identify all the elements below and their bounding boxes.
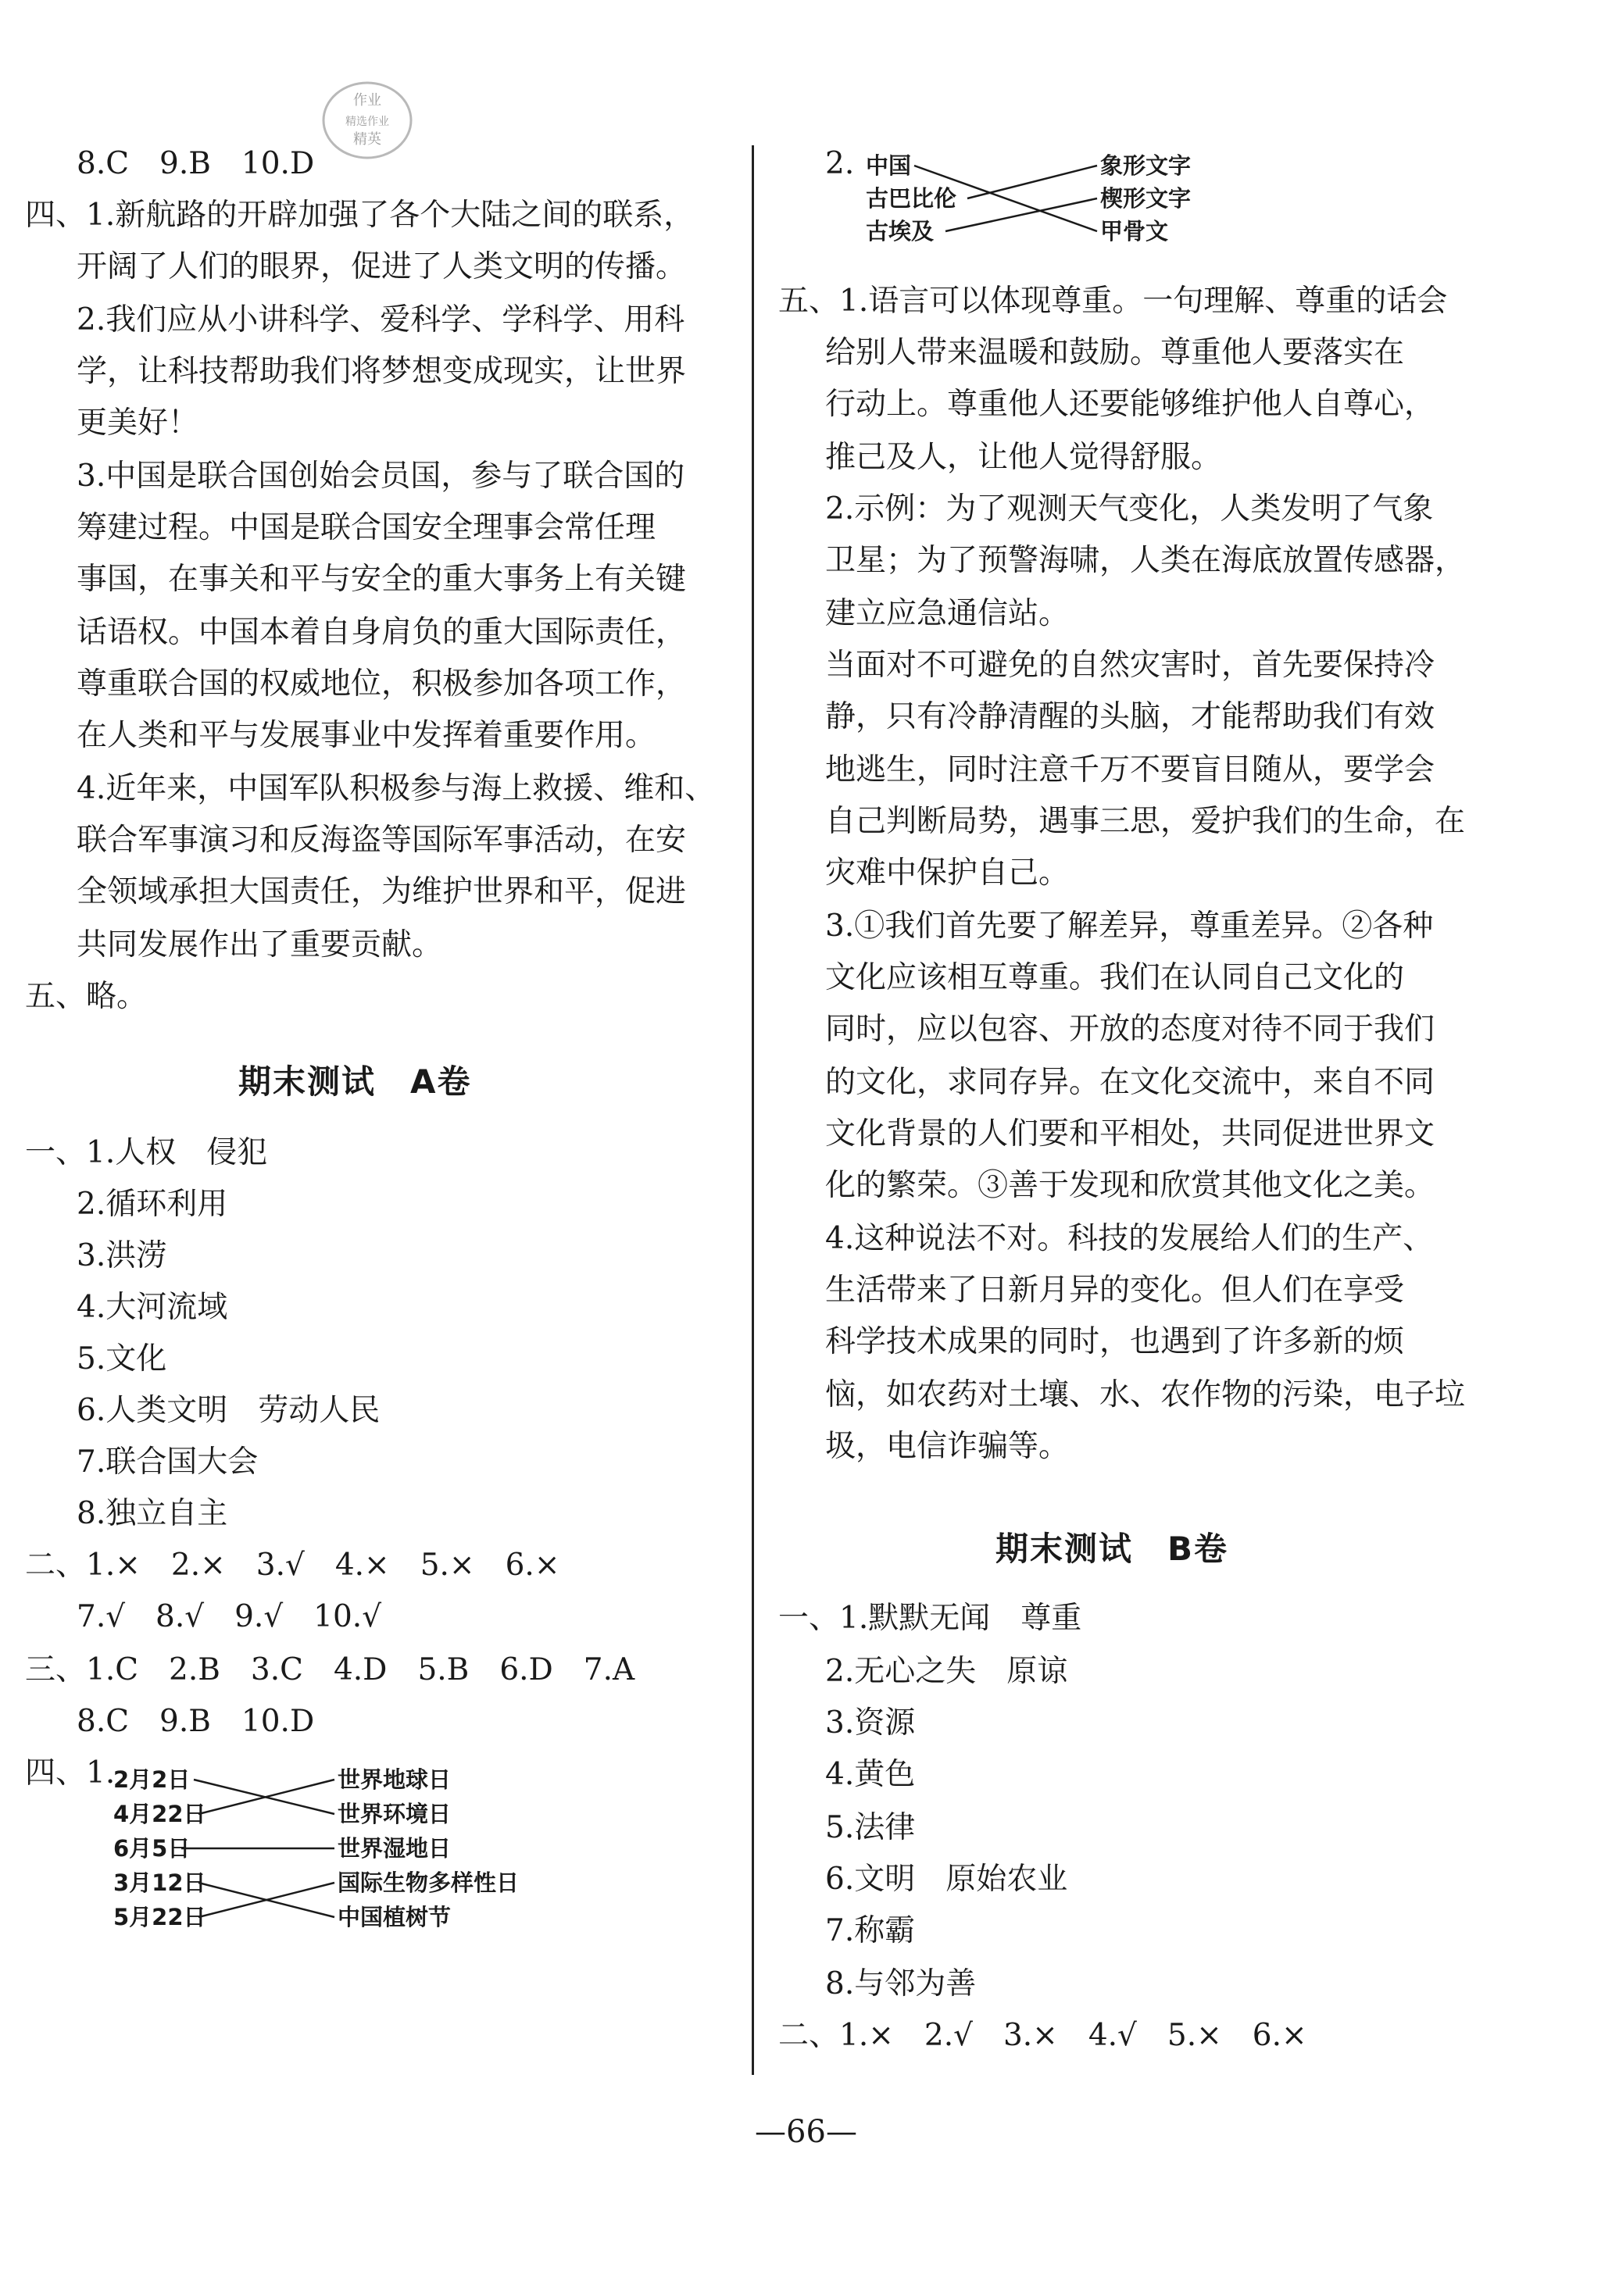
right-text-line: 生活带来了日新月异的变化。但人们在享受: [825, 1273, 1405, 1308]
right-text-line: 一、1.默默无闻 尊重: [778, 1601, 1082, 1636]
left-text-line: 尊重联合国的权威地位，积极参加各项工作，: [77, 666, 687, 702]
left-text-line: 学，让科技帮助我们将梦想变成现实，让世界: [77, 354, 687, 389]
left-text-line: 5.文化: [77, 1341, 167, 1377]
right-text-line: 地逃生，同时注意千万不要盲目随从，要学会: [825, 752, 1435, 787]
right-text-line: 自己判断局势，遇事三思，爱护我们的生命，在: [825, 804, 1466, 839]
right-text-line: 五、1.语言可以体现尊重。一句理解、尊重的话会: [778, 284, 1448, 319]
left-text-line: 四、1.: [25, 1755, 116, 1791]
match2-left-item: 中国: [866, 152, 912, 179]
page-number: —66—: [755, 2114, 857, 2150]
svg-text:作业: 作业: [353, 92, 381, 109]
right-text-line: 当面对不可避免的自然灾害时，首先要保持冷: [825, 648, 1435, 683]
right-text-line: 的文化，求同存异。在文化交流中，来自不同: [825, 1065, 1435, 1100]
left-text-line: 全领域承担大国责任，为维护世界和平，促进: [77, 874, 687, 909]
left-text-line: 8.C 9.B 10.D: [77, 1704, 315, 1739]
left-text-line: 6.人类文明 劳动人民: [77, 1393, 381, 1428]
left-text-line: 2.循环利用: [77, 1187, 228, 1222]
left-text-line: 2.我们应从小讲科学、爱科学、学科学、用科: [77, 302, 685, 337]
left-text-line: 更美好！: [77, 405, 199, 441]
right-text-line: 8.与邻为善: [825, 1966, 977, 2001]
match1-right-item: 世界湿地日: [338, 1835, 452, 1862]
left-text-line: 8.C 9.B 10.D: [77, 146, 315, 181]
right-text-line: 4.黄色: [825, 1757, 916, 1792]
right-text-line: 同时，应以包容、开放的态度对待不同于我们: [825, 1012, 1435, 1047]
match1-left-item: 3月12日: [113, 1869, 206, 1896]
left-text-line: 事国，在事关和平与安全的重大事务上有关键: [77, 562, 687, 597]
left-text-line: 共同发展作出了重要贡献。: [77, 927, 443, 962]
left-text-line: 三、1.C 2.B 3.C 4.D 5.B 6.D 7.A: [25, 1652, 635, 1687]
match1-left-item: 2月2日: [113, 1766, 191, 1793]
left-text-line: 3.洪涝: [77, 1238, 167, 1273]
left-text-line: 一、1.人权 侵犯: [25, 1135, 268, 1170]
left-text-line: 7.√ 8.√ 9.√ 10.√: [77, 1599, 382, 1634]
match2-right-item: 象形文字: [1100, 152, 1192, 179]
right-text-line: 卫星；为了预警海啸，人类在海底放置传感器，: [825, 543, 1466, 578]
left-text-line: 筹建过程。中国是联合国安全理事会常任理: [77, 510, 656, 545]
right-text-line: 2.示例：为了观测天气变化，人类发明了气象: [825, 491, 1434, 527]
match1-left-item: 5月22日: [113, 1904, 206, 1930]
match2-left-item: 古巴比伦: [866, 185, 957, 212]
right-text-line: 推己及人，让他人觉得舒服。: [825, 440, 1222, 475]
left-text-line: 五、略。: [25, 979, 148, 1014]
right-text-line: 5.法律: [825, 1810, 916, 1845]
match1-right-item: 世界环境日: [338, 1801, 452, 1827]
left-text-line: 联合军事演习和反海盗等国际军事活动，在安: [77, 823, 687, 858]
match1-right-item: 世界地球日: [338, 1766, 452, 1793]
match2-right-item: 楔形文字: [1100, 185, 1192, 212]
left-text-line: 3.中国是联合国创始会员国，参与了联合国的: [77, 459, 685, 494]
right-text-line: 2.无心之失 原谅: [825, 1654, 1068, 1689]
right-text-line: 6.文明 原始农业: [825, 1862, 1068, 1897]
left-text-line: 4.近年来，中国军队积极参与海上救援、维和、: [77, 771, 716, 806]
column-divider: [752, 145, 754, 2075]
right-text-line: 恼，如农药对土壤、水、农作物的污染，电子垃: [825, 1377, 1466, 1412]
match1-left-item: 6月5日: [113, 1835, 191, 1862]
right-text-line: 给别人带来温暖和鼓励。尊重他人要落实在: [825, 335, 1405, 370]
right-text-line: 文化背景的人们要和平相处，共同促进世界文: [825, 1116, 1435, 1152]
right-text-line: 化的繁荣。③善于发现和欣赏其他文化之美。: [825, 1168, 1435, 1203]
heading-test-b: 期末测试 B卷: [995, 1530, 1229, 1568]
right-text-line: 7.称霸: [825, 1913, 916, 1948]
svg-text:精选作业: 精选作业: [345, 116, 389, 128]
right-text-line: 建立应急通信站。: [825, 596, 1070, 631]
right-text-line: 文化应该相互尊重。我们在认同自己文化的: [825, 960, 1405, 995]
right-text-line: 二、1.× 2.√ 3.× 4.√ 5.× 6.×: [778, 2018, 1307, 2053]
match1-right-item: 国际生物多样性日: [338, 1869, 520, 1896]
svg-text:精英: 精英: [353, 131, 381, 148]
left-text-line: 开阔了人们的眼界，促进了人类文明的传播。: [77, 249, 687, 284]
right-text-line: 圾，电信诈骗等。: [825, 1429, 1070, 1464]
left-text-line: 二、1.× 2.× 3.√ 4.× 5.× 6.×: [25, 1548, 560, 1583]
right-text-line: 4.这种说法不对。科技的发展给人们的生产、: [825, 1221, 1434, 1256]
right-text-line: 静，只有冷静清醒的头脑，才能帮助我们有效: [825, 699, 1435, 734]
left-text-line: 4.大河流域: [77, 1290, 228, 1325]
match1-left-item: 4月22日: [113, 1801, 206, 1827]
left-text-line: 7.联合国大会: [77, 1444, 259, 1480]
right-text-line: 3.①我们首先要了解差异，尊重差异。②各种: [825, 909, 1434, 944]
right-text-line: 科学技术成果的同时，也遇到了许多新的烦: [825, 1324, 1405, 1359]
left-text-line: 在人类和平与发展事业中发挥着重要作用。: [77, 718, 656, 753]
left-text-line: 话语权。中国本着自身肩负的重大国际责任，: [77, 615, 687, 650]
right-text-line: 行动上。尊重他人还要能够维护他人自尊心，: [825, 387, 1435, 422]
watermark-stamp: [319, 77, 416, 164]
match2-left-item: 古埃及: [866, 218, 935, 245]
match2-connector-lines: [0, 0, 1, 1]
right-text-line: 3.资源: [825, 1705, 916, 1741]
right-text-line: 2.: [825, 146, 855, 181]
left-text-line: 四、1.新航路的开辟加强了各个大陆之间的联系，: [25, 198, 695, 233]
right-text-line: 灾难中保护自己。: [825, 855, 1070, 891]
heading-test-a: 期末测试 A卷: [238, 1062, 472, 1101]
match1-right-item: 中国植树节: [338, 1904, 452, 1930]
left-text-line: 8.独立自主: [77, 1496, 228, 1531]
match2-right-item: 甲骨文: [1100, 218, 1169, 245]
